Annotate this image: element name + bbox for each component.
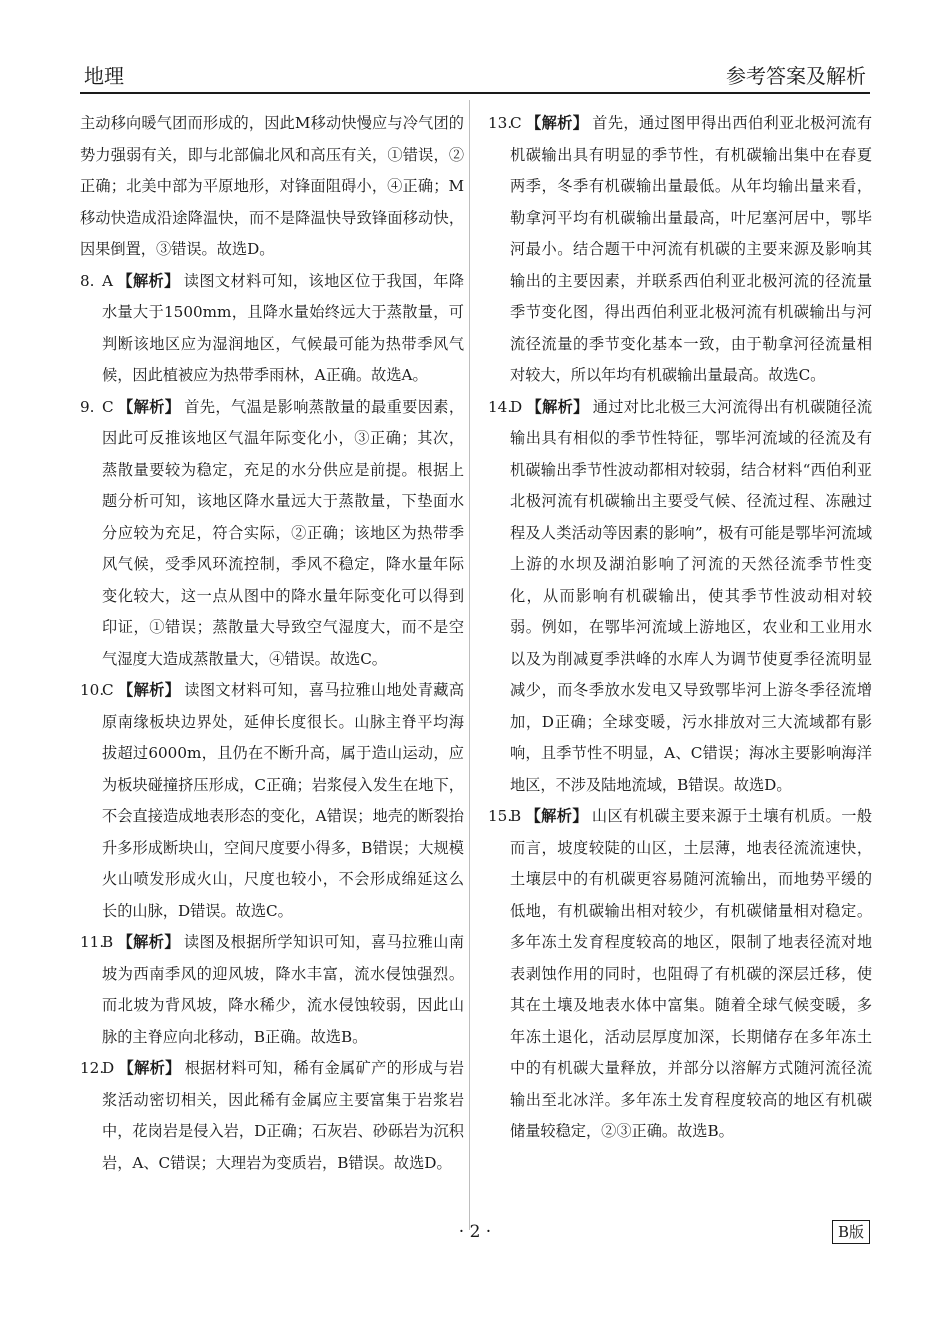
item-text: 首先，气温是影响蒸散量的最重要因素，因此可反推该地区气温年际变化小，③正确；其次，蒸散量要较为稳定，充足的水分供应是前提。根据上题分析可知，该地区降水量远大于蒸散量，下垫面水分应较为充足，符合实际，②正确；该地区为热带季风气候，受季风环流控制，季风不稳定，降水量年际变化较大，这一点从图中的降水量年际变化可以得到印证，①错误；蒸散量大导致空气湿度大，而不是空气湿度大造成蒸散量大，④错误。故选C。 — [102, 397, 464, 668]
item-text: 读图文材料可知，该地区位于我国，年降水量大于1500mm，且降水量始终远大于蒸散量，可判断该地区应为湿润地区，气候最可能为热带季风气候，因此植被应为热带季雨林，A正确。故选A。 — [102, 271, 465, 384]
page-number: · 2 · — [458, 1222, 492, 1242]
item-text: 山区有机碳主要来源于土壤有机质。一般而言，坡度较陡的山区，土层薄，地表径流流速快，土壤层中的有机碳更容易随河流输出，而地势平缓的低地，有机碳输出相对较少，有机碳储量相对稳定。多年冻土发育程度较高的地区，限制了地表径流对地表剥蚀作用的同时，也阻碍了有机碳的深层迁移，使其在土壤及地表水体中富集。随着全球气候变暖，多年冻土退化，活动层厚度加深，长期储存在多年冻土中的有机碳大量释放，并部分以溶解方式随河流径流输出至北冰洋。多年冻土发育程度较高的地区有机碳储量较稳定，②③正确。故选B。 — [510, 807, 873, 1140]
analysis-tag: 【解析】 — [118, 1059, 181, 1077]
item-number: 15. — [488, 807, 513, 825]
item-number: 13. — [488, 114, 513, 132]
analysis-tag: 【解析】 — [526, 397, 589, 416]
version-badge: B版 — [832, 1220, 870, 1244]
answer-item-9 — [80, 392, 464, 676]
item-text: 通过对比北极三大河流得出有机碳随径流输出具有相似的季节性特征，鄂毕河流域的径流及有机碳输出季节性波动都相对较弱，结合材料“西伯利亚北极河流有机碳输出主要受气候、径流过程、冻融过程及人类活动等因素的影响”，极有可能是鄂毕河流域上游的水坝及湖泊影响了河流的天然径流季节性变化，从而影响有机碳输出，使其季节性波动相对较弱。例如，在鄂毕河流域上游地区，农业和工业用水以及为削减夏季洪峰的水库人为调节使夏季径流明显减少，而冬季放水发电又导致鄂毕河上游冬季径流增加，D正确；全球变暖，污水排放对三大流域都有影响，且季节性不明显，A、C错误；海冰主要影响海洋地区，不涉及陆地流域，B错误。故选D。 — [510, 397, 873, 794]
item-answer: A — [102, 271, 113, 290]
item-number: 9. — [80, 397, 95, 416]
continuation-paragraph: 主动移向暖气团而形成的，因此M移动快慢应与冷气团的势力强弱有关，即与北部偏北风和高压有关，①错误，②正确；北美中部为平原地形，对锋面阻碍小，④正确；M移动快造成沿途降温快，而不是降温快导致锋面移动快，因果倒置，③错误。故选D。 — [80, 114, 464, 258]
analysis-tag: 【解析】 — [117, 397, 181, 416]
right-column — [488, 108, 872, 1148]
item-answer: C — [102, 397, 114, 416]
item-answer: C — [102, 681, 114, 699]
item-answer: C — [510, 114, 522, 132]
subject-label: 地理 — [84, 64, 124, 88]
item-number: 8. — [80, 271, 95, 290]
item-answer: B — [102, 933, 114, 951]
item-text: 读图及根据所学知识可知，喜马拉雅山南坡为西南季风的迎风坡，降水丰富，流水侵蚀强烈。而北坡为背风坡，降水稀少，流水侵蚀较弱，因此山脉的主脊应向北移动，B正确。故选B。 — [102, 933, 465, 1046]
analysis-tag: 【解析】 — [117, 681, 181, 699]
item-number: 11. — [80, 933, 105, 951]
left-column — [80, 108, 464, 1179]
answer-item-13 — [488, 108, 872, 392]
analysis-tag: 【解析】 — [117, 933, 180, 951]
item-number: 12. — [80, 1059, 105, 1077]
answer-item-12 — [80, 1053, 464, 1179]
item-text: 读图文材料可知，喜马拉雅山地处青藏高原南缘板块边界处，延伸长度很长。山脉主脊平均海拔超过6000m，且仍在不断升高，属于造山运动，应为板块碰撞挤压形成，C正确；岩浆侵入发生在地下，不会直接造成地表形态的变化，A错误；地壳的断裂抬升多形成断块山，空间尺度要小得多，B错误；大规模火山喷发形成火山，尺度也较小，不会形成绵延这么长的山脉，D错误。故选C。 — [102, 681, 464, 920]
header-rule — [80, 92, 870, 94]
column-divider — [469, 100, 470, 1230]
item-answer: D — [102, 1059, 115, 1077]
analysis-tag: 【解析】 — [525, 114, 589, 132]
header-title: 参考答案及解析 — [726, 64, 866, 88]
analysis-tag: 【解析】 — [116, 271, 180, 290]
answer-item-10 — [80, 675, 464, 927]
answer-item-8 — [80, 266, 464, 392]
page-header — [80, 58, 870, 90]
item-answer: B — [510, 807, 522, 825]
analysis-tag: 【解析】 — [525, 807, 588, 825]
item-text: 根据材料可知，稀有金属矿产的形成与岩浆活动密切相关，因此稀有金属应主要富集于岩浆岩中，花岗岩是侵入岩，D正确；石灰岩、砂砾岩为沉积岩，A、C错误；大理岩为变质岩，B错误。故选D。 — [102, 1059, 465, 1172]
item-answer: D — [510, 397, 523, 416]
answer-item-14 — [488, 392, 872, 802]
item-text: 首先，通过图甲得出西伯利亚北极河流有机碳输出具有明显的季节性，有机碳输出集中在春夏两季，冬季有机碳输出量最低。从年均输出量来看，勒拿河平均有机碳输出量最高，叶尼塞河居中，鄂毕河最小。结合题干中河流有机碳的主要来源及影响其输出的主要因素，并联系西伯利亚北极河流的径流量季节变化图，得出西伯利亚北极河流有机碳输出与河流径流量的季节变化基本一致，由于勒拿河径流量相对较大，所以年均有机碳输出量最高。故选C。 — [510, 114, 872, 384]
answer-item-15 — [488, 801, 872, 1148]
item-number: 14. — [488, 397, 513, 416]
item-number: 10. — [80, 681, 105, 699]
answer-item-11 — [80, 927, 464, 1053]
